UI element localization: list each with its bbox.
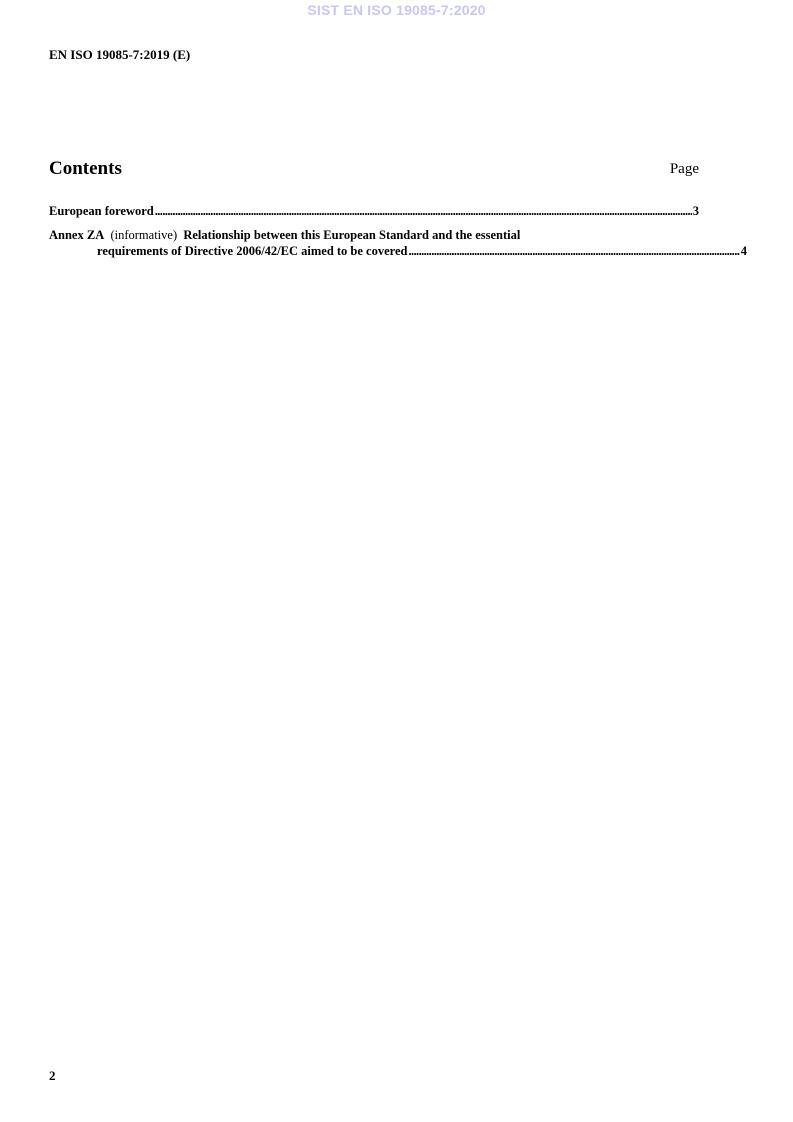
page-number: 2 [49,1068,56,1083]
toc-entry-foreword[interactable] [49,203,699,219]
toc-entry-page: 4 [740,244,747,258]
toc-entry-annex-za[interactable] [49,227,747,259]
annex-type: (informative) [110,228,178,242]
watermark: SIST EN ISO 19085-7:2020 [307,2,486,18]
contents-header [49,158,699,184]
toc-entry-title: European foreword [49,204,154,218]
toc-dot-leader [155,203,692,219]
document-identifier: EN ISO 19085-7:2019 (E) [49,47,191,62]
toc-dot-leader [408,243,739,259]
table-of-contents [49,203,747,267]
annex-title-line1: Relationship between this European Standard and the essential [183,228,521,242]
contents-title: Contents [49,158,122,179]
page-column-label: Page [669,161,699,177]
toc-entry-page: 3 [692,204,699,218]
annex-title-line2: requirements of Directive 2006/42/EC aimed to be covered [97,244,408,258]
annex-label: Annex ZA [49,228,105,242]
